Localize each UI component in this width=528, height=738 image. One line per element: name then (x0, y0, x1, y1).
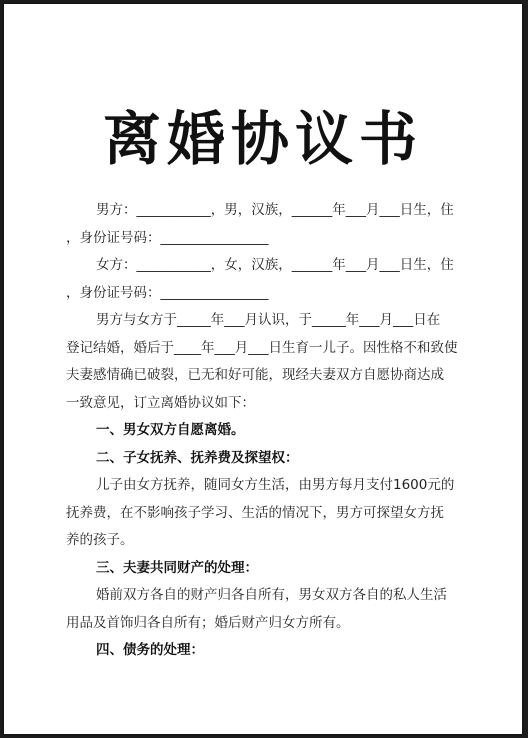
document-title: 离婚协议书 (102, 105, 423, 173)
document-page (4, 4, 522, 734)
section-heading-debt: 四、债务的处理： (96, 642, 204, 658)
wife-id-line: ，身份证号码：________________ (66, 285, 269, 301)
husband-info-line: 男方：___________，男，汉族，______年___月___日生，住 (96, 202, 454, 218)
marriage-paragraph-line-1: 男方与女方于_____年___月认识，于_____年___月___日在 (96, 312, 441, 328)
marriage-paragraph-line-2: 登记结婚，婚后于____年___月___日生育一儿子。因性格不和致使 (66, 340, 458, 356)
child-paragraph-line-1: 儿子由女方抚养，随同女方生活，由男方每月支付1600元的 (96, 477, 455, 493)
child-paragraph-line-3: 养的孩子。 (66, 532, 134, 548)
child-paragraph-line-2: 抚养费，在不影响孩子学习、生活的情况下，男方可探望女方抚 (66, 505, 444, 521)
section-heading-property: 三、夫妻共同财产的处理： (96, 560, 258, 576)
section-heading-divorce: 一、男女双方自愿离婚。 (96, 422, 245, 438)
marriage-paragraph-line-3: 夫妻感情确已破裂，已无和好可能，现经夫妻双方自愿协商达成 (66, 367, 444, 383)
property-paragraph-line-1: 婚前双方各自的财产归各自所有，男女双方各自的私人生活 (96, 587, 447, 603)
husband-id-line: ，身份证号码：________________ (66, 230, 269, 246)
wife-info-line: 女方：___________，女，汉族，______年___月___日生，住 (96, 257, 454, 273)
marriage-paragraph-line-4: 一致意见，订立离婚协议如下： (66, 395, 255, 411)
property-paragraph-line-2: 用品及首饰归各自所有；婚后财产归女方所有。 (66, 615, 350, 631)
section-heading-child: 二、子女抚养、抚养费及探望权： (96, 450, 299, 466)
